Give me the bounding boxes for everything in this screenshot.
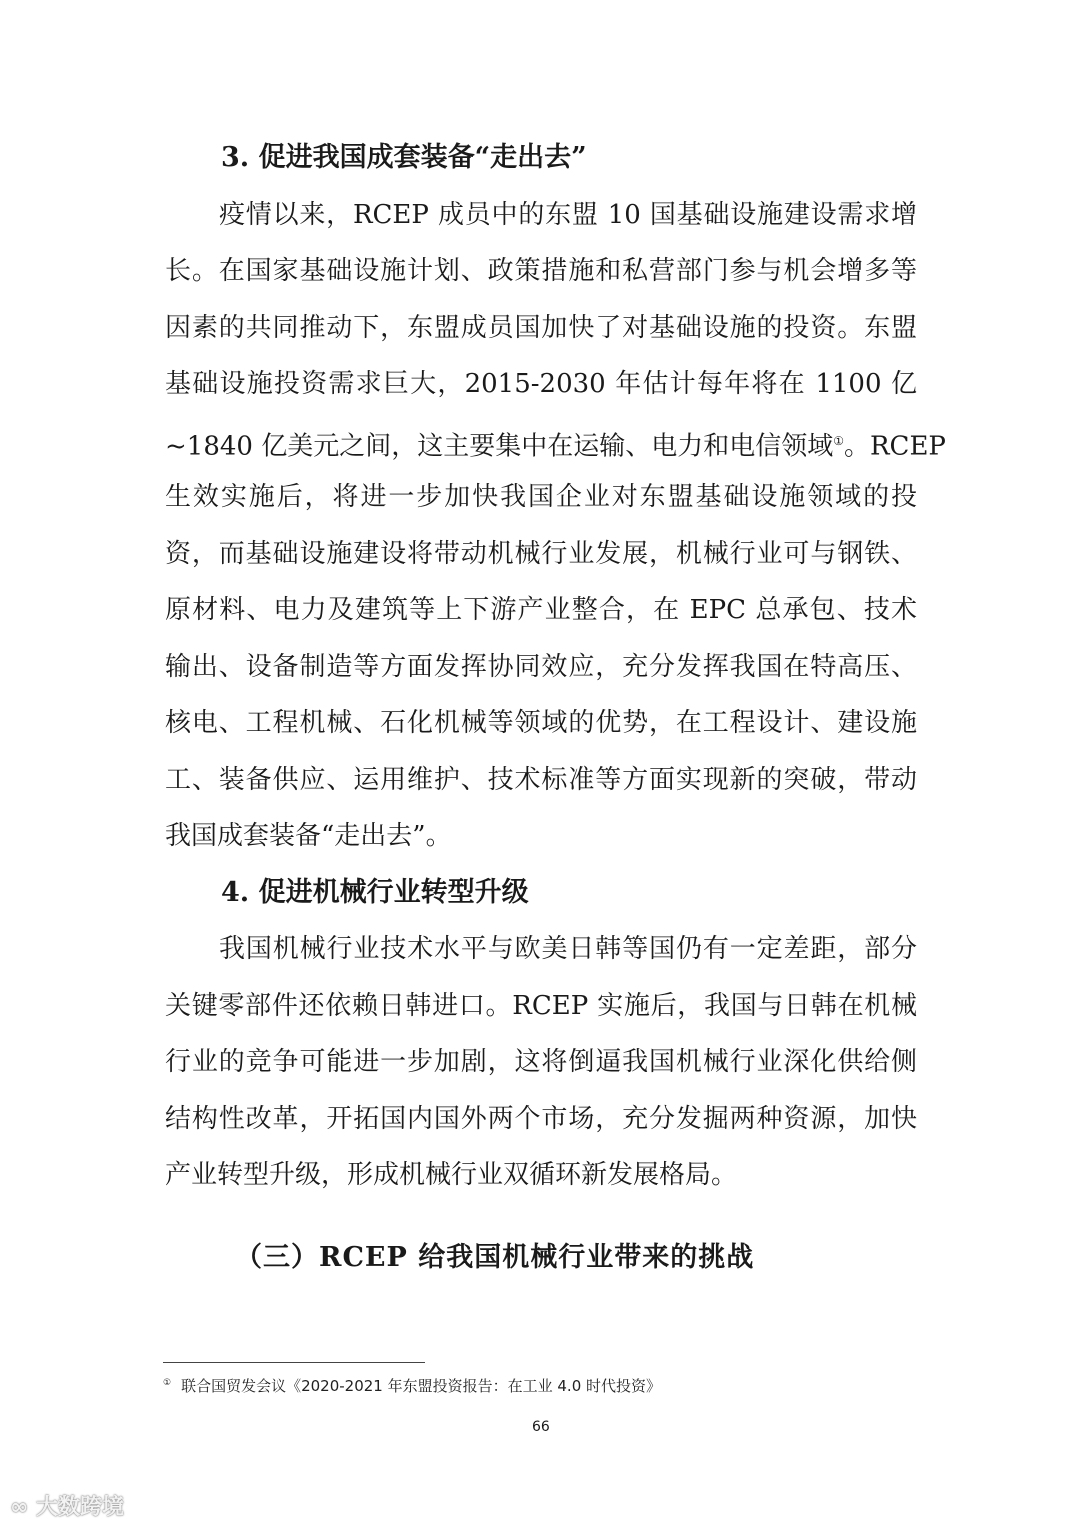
watermark-logo — [10, 1490, 124, 1521]
watermark-text: 大数跨境 — [36, 1495, 125, 1520]
paragraph-line: 长。在国家基础设施计划、政策措施和私营部门参与机会增多等 — [165, 256, 917, 286]
watermark-icon: ∞ — [10, 1495, 36, 1520]
paragraph-line: 输出、设备制造等方面发挥协同效应，充分发挥我国在特高压、 — [165, 651, 917, 682]
footnote-mark: ① — [163, 1378, 172, 1388]
section-heading-challenges: （三）RCEP 给我国机械行业带来的挑战 — [235, 1242, 755, 1273]
paragraph-line: 生效实施后，将进一步加快我国企业对东盟基础设施领域的投 — [165, 482, 917, 512]
paragraph-line: 核电、工程机械、石化机械等领域的优势，在工程设计、建设施 — [165, 708, 917, 738]
paragraph-line-with-footnote — [165, 413, 946, 470]
paragraph-line: 因素的共同推动下，东盟成员国加快了对基础设施的投资。东盟 — [165, 312, 917, 343]
footnote-ref[interactable]: ① — [833, 433, 844, 448]
paragraph-line: 关键零部件还依赖日韩进口。RCEP 实施后，我国与日韩在机械 — [165, 990, 917, 1021]
footnote-text: 联合国贸发会议《2020-2021 年东盟投资报告：在工业 4.0 时代投资》 — [181, 1377, 662, 1395]
heading-section-3: 3. 促进我国成套装备“走出去” — [221, 142, 587, 173]
paragraph-line: 我国成套装备“走出去”。 — [165, 821, 452, 851]
page-number: 66 — [532, 1419, 550, 1435]
paragraph-line: 疫情以来，RCEP 成员中的东盟 10 国基础设施建设需求增 — [219, 199, 917, 230]
paragraph-line: 产业转型升级，形成机械行业双循环新发展格局。 — [165, 1160, 738, 1190]
footnote — [163, 1375, 661, 1396]
paragraph-line: 基础设施投资需求巨大，2015-2030 年估计每年将在 1100 亿 — [165, 369, 917, 399]
paragraph-line: 工、装备供应、运用维护、技术标准等方面实现新的突破，带动 — [165, 764, 917, 795]
footnote-divider — [163, 1362, 425, 1363]
paragraph-line: 我国机械行业技术水平与欧美日韩等国仍有一定差距，部分 — [219, 934, 917, 964]
paragraph-line: 原材料、电力及建筑等上下游产业整合，在 EPC 总承包、技术 — [165, 595, 917, 625]
document-body — [165, 130, 946, 1204]
heading-section-4: 4. 促进机械行业转型升级 — [221, 876, 529, 908]
line-text: ~1840 亿美元之间，这主要集中在运输、电力和电信领域 — [165, 431, 834, 462]
paragraph-line: 行业的竞争可能进一步加剧，这将倒逼我国机械行业深化供给侧 — [165, 1047, 917, 1077]
line-tail: 。RCEP — [843, 431, 946, 462]
paragraph-line: 资，而基础设施建设将带动机械行业发展，机械行业可与钢铁、 — [165, 538, 917, 569]
paragraph-line: 结构性改革，开拓国内国外两个市场，充分发掘两种资源，加快 — [165, 1103, 917, 1134]
